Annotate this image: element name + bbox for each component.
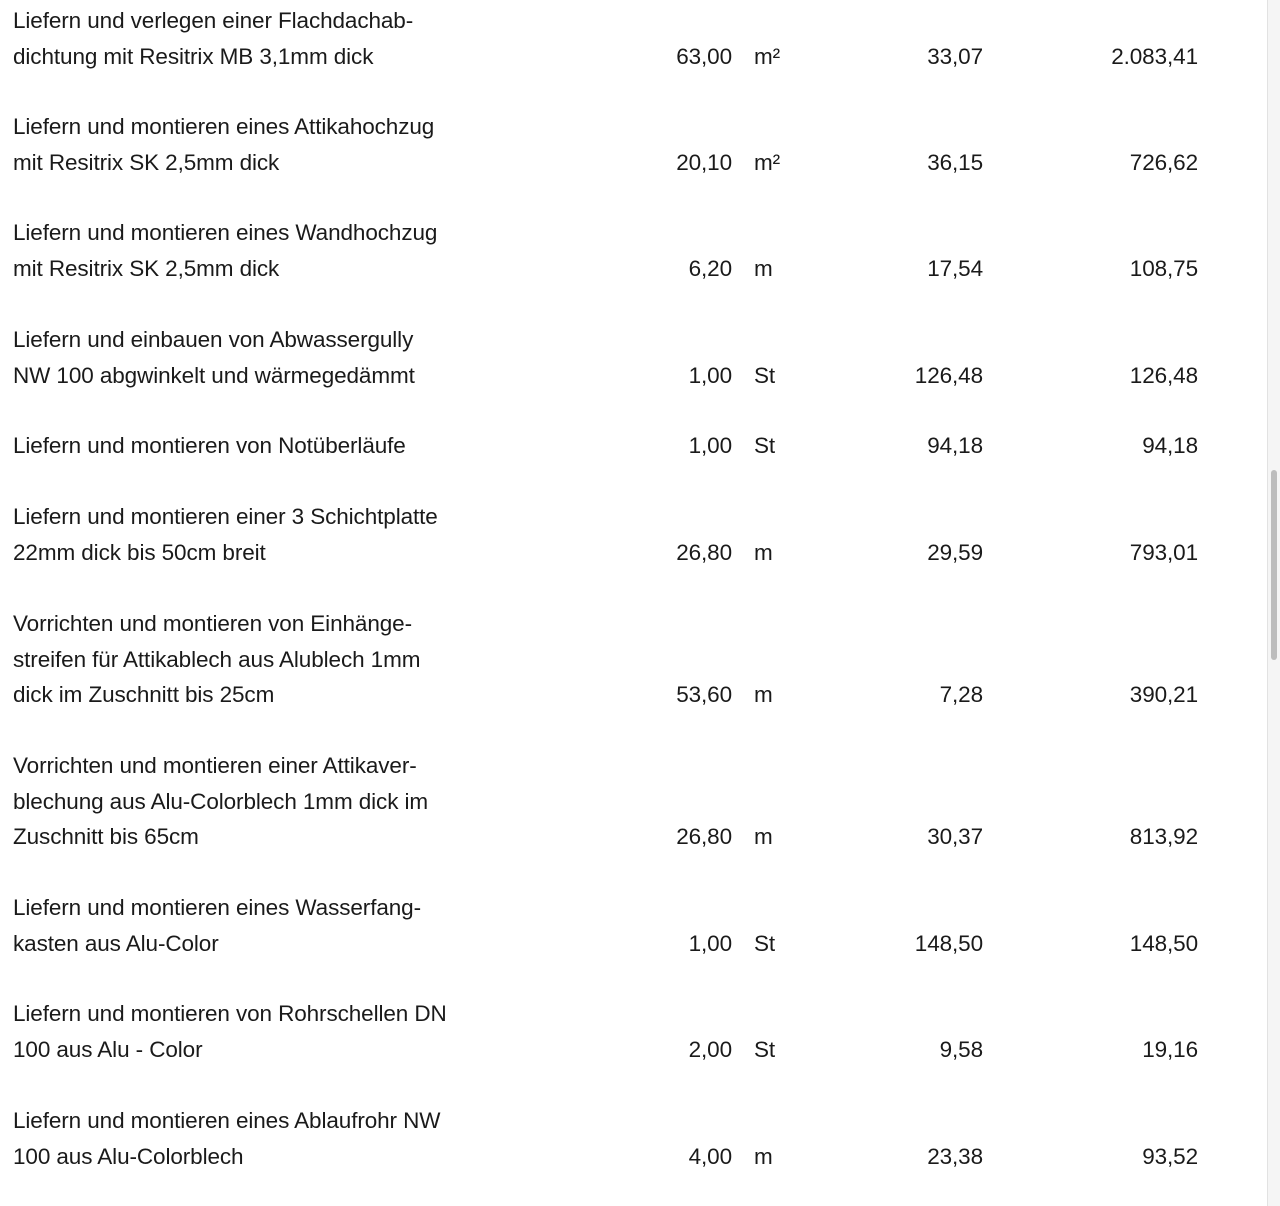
item-unit-price: 36,15 [927, 149, 983, 175]
description-line: 100 aus Alu-Colorblech [13, 1143, 244, 1169]
item-unit-price: 30,37 [927, 824, 983, 849]
description-line: Liefern und verlegen einer Flachdachab- [13, 8, 414, 33]
item-quantity: 1,00 [688, 930, 732, 956]
item-total: 2.083,41 [1111, 43, 1198, 69]
description-line: 22mm dick bis 50cm breit [13, 539, 266, 565]
item-unit-price: 94,18 [927, 433, 983, 458]
description-line: dick im Zuschnitt bis 25cm [13, 682, 275, 707]
item-total: 126,48 [1129, 362, 1198, 388]
item-description [13, 748, 483, 855]
item-total: 108,75 [1129, 255, 1198, 281]
vertical-scrollbar[interactable] [1267, 0, 1280, 1206]
item-quantity: 1,00 [688, 433, 732, 458]
item-quantity: 26,80 [676, 539, 732, 565]
item-description [13, 996, 483, 1067]
item-description [13, 215, 483, 286]
description-line: blechung aus Alu-Colorblech 1mm dick im [13, 788, 429, 814]
description-line: Liefern und montieren eines Ablaufrohr NW [13, 1108, 441, 1133]
item-unit-price: 7,28 [939, 682, 983, 707]
item-unit-price: 17,54 [927, 255, 983, 281]
item-unit-price: 23,38 [927, 1143, 983, 1169]
item-total: 813,92 [1129, 824, 1198, 849]
description-line: Liefern und montieren eines Wandhochzug [13, 220, 438, 245]
description-line: mit Resitrix SK 2,5mm dick [13, 255, 280, 281]
item-unit: St [754, 362, 776, 388]
description-line: Liefern und einbauen von Abwassergully [13, 327, 414, 352]
item-unit: m [754, 539, 773, 565]
description-line: NW 100 abgwinkelt und wärmegedämmt [13, 362, 415, 388]
item-unit-price: 29,59 [927, 539, 983, 565]
item-unit: m² [754, 43, 781, 69]
item-description [13, 322, 483, 393]
description-line: Liefern und montieren eines Attikahochzug [13, 114, 435, 139]
item-quantity: 2,00 [688, 1036, 732, 1062]
scrollbar-thumb[interactable] [1271, 470, 1277, 660]
description-line: Zuschnitt bis 65cm [13, 824, 199, 849]
description-line: Liefern und montieren von Rohrschellen DN [13, 1001, 447, 1026]
description-line: 100 aus Alu - Color [13, 1036, 203, 1062]
item-total: 793,01 [1129, 539, 1198, 565]
item-quantity: 1,00 [688, 362, 732, 388]
item-unit: St [754, 433, 776, 458]
description-line: Liefern und montieren eines Wasserfang- [13, 895, 421, 920]
description-line: dichtung mit Resitrix MB 3,1mm dick [13, 43, 374, 69]
item-unit: m [754, 1143, 773, 1169]
description-line: mit Resitrix SK 2,5mm dick [13, 149, 280, 175]
item-description [13, 109, 483, 180]
item-quantity: 53,60 [676, 682, 732, 707]
item-unit: St [754, 930, 776, 956]
item-description [13, 1103, 483, 1174]
item-total: 94,18 [1142, 433, 1198, 458]
item-unit-price: 33,07 [927, 43, 983, 69]
item-unit: St [754, 1036, 776, 1062]
item-quantity: 63,00 [676, 43, 732, 69]
description-line: Vorrichten und montieren einer Attikaver- [13, 753, 417, 778]
item-unit: m² [754, 149, 781, 175]
item-description [13, 606, 483, 713]
item-description [13, 499, 483, 570]
description-line: Liefern und montieren einer 3 Schichtplatte [13, 504, 438, 529]
item-total: 390,21 [1129, 682, 1198, 707]
item-unit: m [754, 682, 773, 707]
item-total: 19,16 [1142, 1036, 1198, 1062]
item-unit: m [754, 824, 773, 849]
description-line: Liefern und montieren von Notüberläufe [13, 433, 406, 458]
item-total: 93,52 [1142, 1143, 1198, 1169]
item-description [13, 3, 483, 74]
item-total: 726,62 [1129, 149, 1198, 175]
item-description [13, 428, 483, 464]
description-line: Vorrichten und montieren von Einhänge- [13, 611, 412, 636]
item-description [13, 890, 483, 961]
item-total: 148,50 [1129, 930, 1198, 956]
item-unit-price: 148,50 [914, 930, 983, 956]
item-unit: m [754, 255, 773, 281]
item-quantity: 4,00 [688, 1143, 732, 1169]
item-unit-price: 9,58 [939, 1036, 983, 1062]
item-quantity: 6,20 [688, 255, 732, 281]
item-quantity: 26,80 [676, 824, 732, 849]
description-line: kasten aus Alu-Color [13, 930, 219, 956]
item-quantity: 20,10 [676, 149, 732, 175]
description-line: streifen für Attikablech aus Alublech 1mm [13, 646, 421, 672]
item-unit-price: 126,48 [914, 362, 983, 388]
